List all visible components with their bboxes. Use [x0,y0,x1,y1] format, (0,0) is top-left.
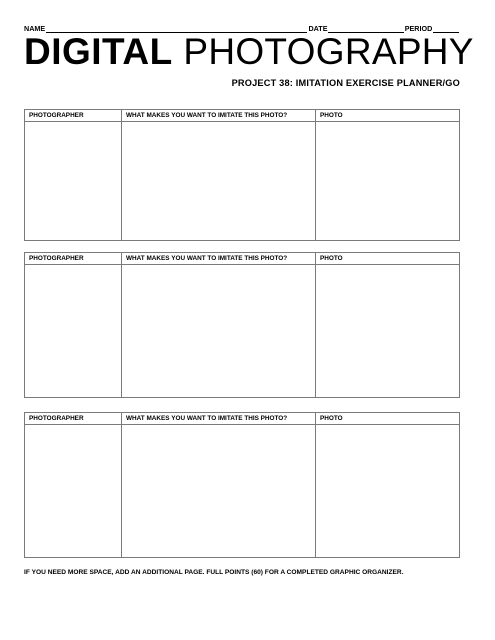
reason-cell[interactable] [122,110,316,240]
photographer-header: PHOTOGRAPHER [25,110,121,122]
title-regular: PHOTOGRAPHY [183,31,474,72]
graphic-organizer-3 [24,412,460,558]
photographer-cell[interactable] [25,413,122,557]
graphic-organizer-1 [24,109,460,241]
photographer-header: PHOTOGRAPHER [25,413,121,425]
page-subtitle: PROJECT 38: IMITATION EXERCISE PLANNER/GO [231,78,460,88]
name-label: NAME [24,24,46,33]
period-label: PERIOD [404,24,433,33]
photographer-cell[interactable] [25,253,122,397]
photo-cell[interactable] [316,413,459,557]
reason-cell[interactable] [122,253,316,397]
photo-header: PHOTO [316,253,459,265]
photo-header: PHOTO [316,110,459,122]
photographer-header: PHOTOGRAPHER [25,253,121,265]
graphic-organizer-2 [24,252,460,398]
photo-cell[interactable] [316,253,459,397]
photographer-cell[interactable] [25,110,122,240]
page-title [24,31,474,73]
photo-header: PHOTO [316,413,459,425]
reason-cell[interactable] [122,413,316,557]
reason-header: WHAT MAKES YOU WANT TO IMITATE THIS PHOTO? [122,110,315,122]
footer-instructions: IF YOU NEED MORE SPACE, ADD AN ADDITIONAL PAGE. FULL POINTS (60) FOR A COMPLETED GRAPHIC ORGANIZER. [24,569,404,576]
reason-header: WHAT MAKES YOU WANT TO IMITATE THIS PHOTO? [122,413,315,425]
reason-header: WHAT MAKES YOU WANT TO IMITATE THIS PHOTO? [122,253,315,265]
date-label: DATE [308,24,328,33]
photo-cell[interactable] [316,110,459,240]
title-bold: DIGITAL [24,31,173,72]
